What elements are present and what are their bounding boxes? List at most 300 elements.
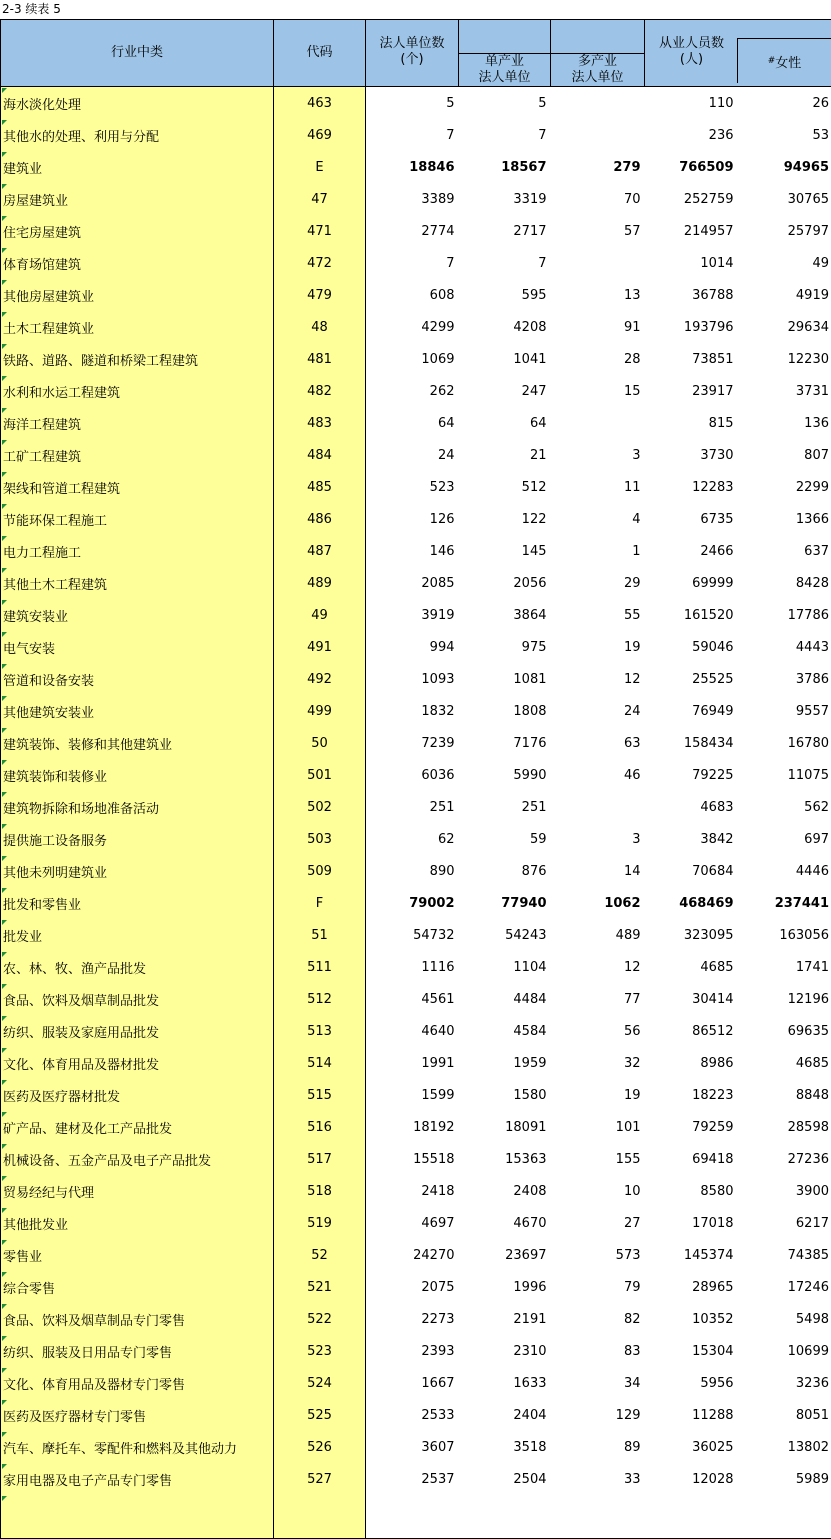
- row-units: 62: [366, 823, 459, 855]
- row-units: 4640: [366, 1015, 459, 1047]
- row-female: 26: [738, 87, 831, 120]
- row-name: 零售业: [1, 1239, 274, 1271]
- row-employees: 161520: [645, 599, 738, 631]
- row-name: 其他房屋建筑业: [1, 279, 274, 311]
- row-name: 建筑业: [1, 151, 274, 183]
- row-name: 汽车、摩托车、零配件和燃料及其他动力: [1, 1431, 274, 1463]
- row-multi: 3: [551, 823, 645, 855]
- row-single: 18091: [459, 1111, 551, 1143]
- row-female: 3236: [738, 1367, 831, 1399]
- row-female: 163056: [738, 919, 831, 951]
- row-multi: 573: [551, 1239, 645, 1271]
- row-employees: 4685: [645, 951, 738, 983]
- table-row: [1, 631, 831, 663]
- row-name: 电气安装: [1, 631, 274, 663]
- row-employees: 110: [645, 87, 738, 120]
- row-units: 6036: [366, 759, 459, 791]
- row-multi: 57: [551, 215, 645, 247]
- row-employees: 252759: [645, 183, 738, 215]
- row-multi: 10: [551, 1175, 645, 1207]
- row-units: 994: [366, 631, 459, 663]
- row-female: 8848: [738, 1079, 831, 1111]
- row-name: 机械设备、五金产品及电子产品批发: [1, 1143, 274, 1175]
- row-units: 18192: [366, 1111, 459, 1143]
- row-units: 5: [366, 87, 459, 120]
- filler-cell: [645, 1495, 738, 1539]
- table-row: [1, 759, 831, 791]
- header-units-spacer: [459, 20, 551, 54]
- row-single: 77940: [459, 887, 551, 919]
- row-code: 501: [274, 759, 366, 791]
- row-units: 1116: [366, 951, 459, 983]
- table-row: [1, 439, 831, 471]
- row-code: 514: [274, 1047, 366, 1079]
- row-units: 3919: [366, 599, 459, 631]
- row-female: 11075: [738, 759, 831, 791]
- header-single-industry: 单产业 法人单位: [459, 54, 551, 87]
- filler-cell: [459, 1495, 551, 1539]
- filler-cell: [738, 1495, 831, 1539]
- filler-cell: [366, 1495, 459, 1539]
- row-employees: 3730: [645, 439, 738, 471]
- row-units: 1832: [366, 695, 459, 727]
- header-code: 代码: [274, 20, 366, 87]
- row-single: 2408: [459, 1175, 551, 1207]
- header-female-mark: #: [768, 56, 776, 66]
- table-row: [1, 567, 831, 599]
- row-employees: 25525: [645, 663, 738, 695]
- row-female: 136: [738, 407, 831, 439]
- row-units: 3607: [366, 1431, 459, 1463]
- row-units: 2418: [366, 1175, 459, 1207]
- row-employees: 158434: [645, 727, 738, 759]
- row-female: 6217: [738, 1207, 831, 1239]
- row-name: 电力工程施工: [1, 535, 274, 567]
- header-legal-units-label: 法人单位数 (个): [379, 36, 444, 67]
- row-code: 502: [274, 791, 366, 823]
- row-employees: 73851: [645, 343, 738, 375]
- row-code: 512: [274, 983, 366, 1015]
- row-female: 4443: [738, 631, 831, 663]
- table-row: [1, 151, 831, 183]
- row-employees: 3842: [645, 823, 738, 855]
- table-row: [1, 343, 831, 375]
- row-multi: 15: [551, 375, 645, 407]
- row-code: 479: [274, 279, 366, 311]
- row-code: 511: [274, 951, 366, 983]
- row-multi: 89: [551, 1431, 645, 1463]
- row-single: 3864: [459, 599, 551, 631]
- row-name: 食品、饮料及烟草制品批发: [1, 983, 274, 1015]
- row-single: 122: [459, 503, 551, 535]
- filler-cell: [551, 1495, 645, 1539]
- row-name: 农、林、牧、渔产品批发: [1, 951, 274, 983]
- row-female: 5498: [738, 1303, 831, 1335]
- row-multi: 19: [551, 631, 645, 663]
- row-multi: [551, 87, 645, 120]
- row-code: 503: [274, 823, 366, 855]
- row-name: 房屋建筑业: [1, 183, 274, 215]
- row-units: 1991: [366, 1047, 459, 1079]
- table-row: [1, 87, 831, 120]
- row-units: 4697: [366, 1207, 459, 1239]
- row-multi: [551, 247, 645, 279]
- row-name: 批发和零售业: [1, 887, 274, 919]
- table-row: [1, 1431, 831, 1463]
- row-code: 522: [274, 1303, 366, 1335]
- table-row: [1, 1463, 831, 1495]
- row-code: 513: [274, 1015, 366, 1047]
- row-employees: 12028: [645, 1463, 738, 1495]
- table-row: [1, 1271, 831, 1303]
- table-row: [1, 695, 831, 727]
- row-female: 17246: [738, 1271, 831, 1303]
- table-row: [1, 1239, 831, 1271]
- row-code: 471: [274, 215, 366, 247]
- row-female: 4919: [738, 279, 831, 311]
- row-single: 2310: [459, 1335, 551, 1367]
- row-female: 1741: [738, 951, 831, 983]
- row-female: 637: [738, 535, 831, 567]
- row-female: 807: [738, 439, 831, 471]
- row-multi: 129: [551, 1399, 645, 1431]
- row-single: 512: [459, 471, 551, 503]
- row-single: 975: [459, 631, 551, 663]
- table-row: [1, 119, 831, 151]
- row-employees: 86512: [645, 1015, 738, 1047]
- row-multi: 79: [551, 1271, 645, 1303]
- row-employees: 69999: [645, 567, 738, 599]
- row-units: 79002: [366, 887, 459, 919]
- row-name: 医药及医疗器材批发: [1, 1079, 274, 1111]
- table-row: [1, 599, 831, 631]
- row-code: 515: [274, 1079, 366, 1111]
- row-multi: 155: [551, 1143, 645, 1175]
- row-multi: 91: [551, 311, 645, 343]
- row-name: 纺织、服装及家庭用品批发: [1, 1015, 274, 1047]
- table-row: [1, 1111, 831, 1143]
- table-row: [1, 1303, 831, 1335]
- row-name: 批发业: [1, 919, 274, 951]
- row-code: 485: [274, 471, 366, 503]
- row-code: 486: [274, 503, 366, 535]
- row-name: 提供施工设备服务: [1, 823, 274, 855]
- row-employees: 79225: [645, 759, 738, 791]
- row-single: 7: [459, 247, 551, 279]
- row-code: 487: [274, 535, 366, 567]
- table-row: [1, 1399, 831, 1431]
- table-row: [1, 983, 831, 1015]
- row-single: 2191: [459, 1303, 551, 1335]
- row-multi: 63: [551, 727, 645, 759]
- row-single: 4208: [459, 311, 551, 343]
- table-row: [1, 1335, 831, 1367]
- row-name: 家用电器及电子产品专门零售: [1, 1463, 274, 1495]
- row-female: 25797: [738, 215, 831, 247]
- row-code: 52: [274, 1239, 366, 1271]
- row-employees: 79259: [645, 1111, 738, 1143]
- row-multi: 28: [551, 343, 645, 375]
- row-code: 463: [274, 87, 366, 120]
- row-single: 15363: [459, 1143, 551, 1175]
- row-single: 2717: [459, 215, 551, 247]
- row-multi: 83: [551, 1335, 645, 1367]
- row-single: 4670: [459, 1207, 551, 1239]
- row-single: 1104: [459, 951, 551, 983]
- row-units: 251: [366, 791, 459, 823]
- row-multi: 56: [551, 1015, 645, 1047]
- row-name: 食品、饮料及烟草制品专门零售: [1, 1303, 274, 1335]
- table-row: [1, 279, 831, 311]
- row-employees: 28965: [645, 1271, 738, 1303]
- table-row: [1, 375, 831, 407]
- row-multi: 70: [551, 183, 645, 215]
- row-employees: 69418: [645, 1143, 738, 1175]
- row-single: 5: [459, 87, 551, 120]
- row-code: 525: [274, 1399, 366, 1431]
- row-name: 文化、体育用品及器材专门零售: [1, 1367, 274, 1399]
- row-single: 1808: [459, 695, 551, 727]
- row-single: 59: [459, 823, 551, 855]
- row-name: 其他批发业: [1, 1207, 274, 1239]
- row-code: 492: [274, 663, 366, 695]
- table-row: [1, 855, 831, 887]
- row-multi: 77: [551, 983, 645, 1015]
- row-units: 1069: [366, 343, 459, 375]
- table-row: [1, 215, 831, 247]
- row-name: 其他建筑安装业: [1, 695, 274, 727]
- row-code: 49: [274, 599, 366, 631]
- row-employees: 12283: [645, 471, 738, 503]
- table-row: [1, 503, 831, 535]
- header-units-spacer-2: [551, 20, 645, 54]
- header-female: [737, 38, 831, 83]
- row-female: 9557: [738, 695, 831, 727]
- row-units: 18846: [366, 151, 459, 183]
- row-units: 126: [366, 503, 459, 535]
- table-row: [1, 951, 831, 983]
- filler-cell: [1, 1495, 274, 1539]
- row-employees: 36025: [645, 1431, 738, 1463]
- row-single: 145: [459, 535, 551, 567]
- row-code: F: [274, 887, 366, 919]
- row-multi: 4: [551, 503, 645, 535]
- row-multi: [551, 119, 645, 151]
- row-single: 3518: [459, 1431, 551, 1463]
- row-name: 其他未列明建筑业: [1, 855, 274, 887]
- row-female: 69635: [738, 1015, 831, 1047]
- row-name: 土木工程建筑业: [1, 311, 274, 343]
- row-female: 4446: [738, 855, 831, 887]
- row-employees: 323095: [645, 919, 738, 951]
- row-multi: 489: [551, 919, 645, 951]
- row-units: 7: [366, 247, 459, 279]
- row-units: 7: [366, 119, 459, 151]
- row-units: 608: [366, 279, 459, 311]
- row-units: 2533: [366, 1399, 459, 1431]
- row-name: 水利和水运工程建筑: [1, 375, 274, 407]
- row-name: 建筑装饰、装修和其他建筑业: [1, 727, 274, 759]
- row-code: 509: [274, 855, 366, 887]
- table-row: [1, 1079, 831, 1111]
- row-code: 50: [274, 727, 366, 759]
- row-female: 29634: [738, 311, 831, 343]
- row-employees: 766509: [645, 151, 738, 183]
- row-code: 48: [274, 311, 366, 343]
- row-female: 8051: [738, 1399, 831, 1431]
- row-code: 519: [274, 1207, 366, 1239]
- row-single: 1633: [459, 1367, 551, 1399]
- row-employees: 23917: [645, 375, 738, 407]
- row-code: 499: [274, 695, 366, 727]
- table-row: [1, 887, 831, 919]
- row-units: 2273: [366, 1303, 459, 1335]
- row-employees: 214957: [645, 215, 738, 247]
- row-multi: 13: [551, 279, 645, 311]
- row-single: 251: [459, 791, 551, 823]
- row-name: 建筑装饰和装修业: [1, 759, 274, 791]
- table-filler-row: [1, 1495, 831, 1539]
- table-row: [1, 407, 831, 439]
- table-row: [1, 183, 831, 215]
- row-employees: 5956: [645, 1367, 738, 1399]
- table-row: [1, 311, 831, 343]
- row-employees: 70684: [645, 855, 738, 887]
- row-units: 146: [366, 535, 459, 567]
- row-name: 工矿工程建筑: [1, 439, 274, 471]
- row-employees: 18223: [645, 1079, 738, 1111]
- row-name: 其他水的处理、利用与分配: [1, 119, 274, 151]
- row-employees: 8580: [645, 1175, 738, 1207]
- table-row: [1, 471, 831, 503]
- row-female: 30765: [738, 183, 831, 215]
- row-employees: 236: [645, 119, 738, 151]
- row-single: 595: [459, 279, 551, 311]
- row-multi: [551, 791, 645, 823]
- row-multi: 279: [551, 151, 645, 183]
- row-employees: 145374: [645, 1239, 738, 1271]
- row-name: 住宅房屋建筑: [1, 215, 274, 247]
- row-single: 54243: [459, 919, 551, 951]
- table-row: [1, 247, 831, 279]
- row-female: 94965: [738, 151, 831, 183]
- row-employees: 8986: [645, 1047, 738, 1079]
- row-employees: 15304: [645, 1335, 738, 1367]
- row-name: 医药及医疗器材专门零售: [1, 1399, 274, 1431]
- row-employees: 193796: [645, 311, 738, 343]
- row-name: 架线和管道工程建筑: [1, 471, 274, 503]
- row-units: 2537: [366, 1463, 459, 1495]
- row-employees: 30414: [645, 983, 738, 1015]
- header-female-label: 女性: [775, 52, 801, 71]
- table-row: [1, 663, 831, 695]
- row-female: 13802: [738, 1431, 831, 1463]
- row-units: 7239: [366, 727, 459, 759]
- table-row: [1, 535, 831, 567]
- row-units: 523: [366, 471, 459, 503]
- row-single: 7176: [459, 727, 551, 759]
- row-units: 1667: [366, 1367, 459, 1399]
- row-single: 4584: [459, 1015, 551, 1047]
- row-female: 3786: [738, 663, 831, 695]
- row-female: 3731: [738, 375, 831, 407]
- row-name: 综合零售: [1, 1271, 274, 1303]
- row-employees: 10352: [645, 1303, 738, 1335]
- row-units: 15518: [366, 1143, 459, 1175]
- row-multi: 27: [551, 1207, 645, 1239]
- row-code: 489: [274, 567, 366, 599]
- row-single: 64: [459, 407, 551, 439]
- table-row: [1, 791, 831, 823]
- row-single: 876: [459, 855, 551, 887]
- row-single: 21: [459, 439, 551, 471]
- row-employees: 59046: [645, 631, 738, 663]
- row-multi: 1062: [551, 887, 645, 919]
- row-units: 54732: [366, 919, 459, 951]
- row-units: 4299: [366, 311, 459, 343]
- row-single: 3319: [459, 183, 551, 215]
- row-employees: 11288: [645, 1399, 738, 1431]
- row-multi: 12: [551, 663, 645, 695]
- row-multi: 101: [551, 1111, 645, 1143]
- row-name: 文化、体育用品及器材批发: [1, 1047, 274, 1079]
- row-female: 8428: [738, 567, 831, 599]
- header-employees: 从业人员数 (人): [645, 20, 738, 68]
- row-female: 17786: [738, 599, 831, 631]
- row-multi: 29: [551, 567, 645, 599]
- row-single: 2056: [459, 567, 551, 599]
- statistics-table: [0, 19, 831, 1539]
- row-units: 890: [366, 855, 459, 887]
- row-code: 484: [274, 439, 366, 471]
- row-single: 247: [459, 375, 551, 407]
- row-female: 562: [738, 791, 831, 823]
- filler-cell: [274, 1495, 366, 1539]
- row-employees: 1014: [645, 247, 738, 279]
- row-name: 管道和设备安装: [1, 663, 274, 695]
- row-female: 16780: [738, 727, 831, 759]
- row-name: 建筑安装业: [1, 599, 274, 631]
- row-multi: 32: [551, 1047, 645, 1079]
- row-code: 518: [274, 1175, 366, 1207]
- table-header: [1, 20, 831, 87]
- row-female: 2299: [738, 471, 831, 503]
- row-employees: 6735: [645, 503, 738, 535]
- row-single: 1041: [459, 343, 551, 375]
- row-units: 262: [366, 375, 459, 407]
- row-single: 2504: [459, 1463, 551, 1495]
- row-code: 527: [274, 1463, 366, 1495]
- row-code: 51: [274, 919, 366, 951]
- table-row: [1, 1367, 831, 1399]
- row-female: 697: [738, 823, 831, 855]
- table-row: [1, 1047, 831, 1079]
- row-name: 建筑物拆除和场地准备活动: [1, 791, 274, 823]
- row-single: 18567: [459, 151, 551, 183]
- row-name: 节能环保工程施工: [1, 503, 274, 535]
- row-employees: 17018: [645, 1207, 738, 1239]
- row-female: 74385: [738, 1239, 831, 1271]
- table-row: [1, 727, 831, 759]
- row-name: 海洋工程建筑: [1, 407, 274, 439]
- row-multi: 19: [551, 1079, 645, 1111]
- row-name: 矿产品、建材及化工产品批发: [1, 1111, 274, 1143]
- row-single: 2404: [459, 1399, 551, 1431]
- row-employees: 4683: [645, 791, 738, 823]
- row-code: 481: [274, 343, 366, 375]
- row-code: 483: [274, 407, 366, 439]
- row-code: 521: [274, 1271, 366, 1303]
